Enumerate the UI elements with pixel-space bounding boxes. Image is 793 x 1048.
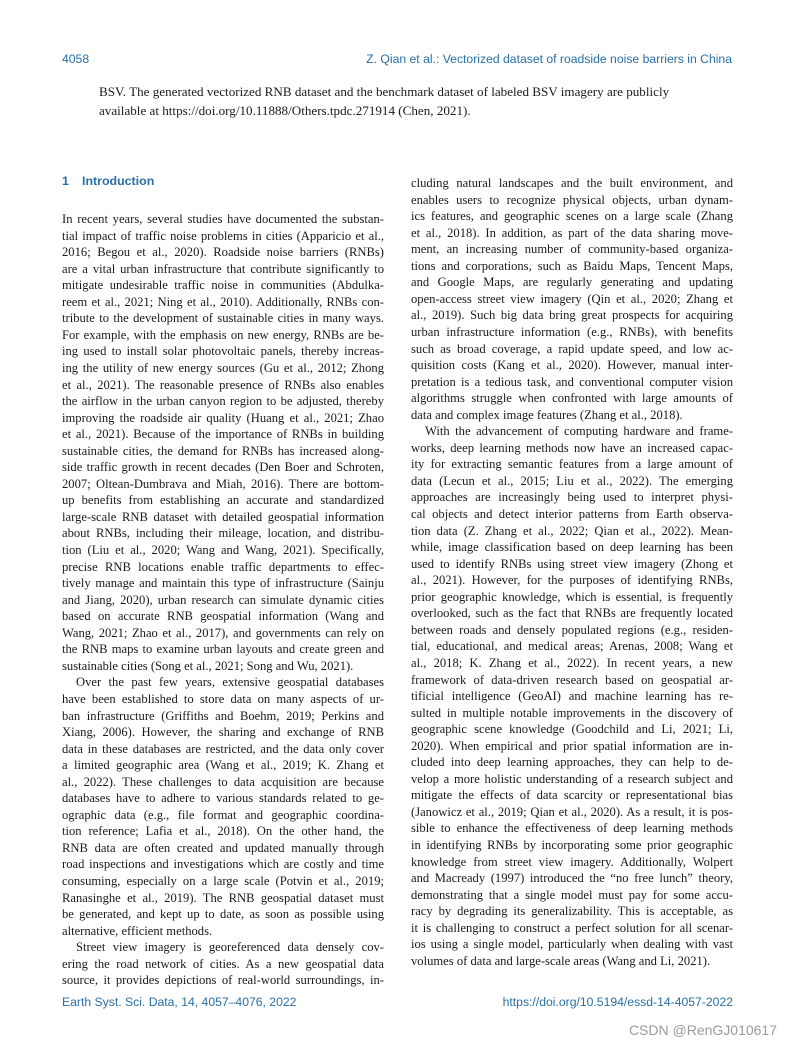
text-line: et al., 2021). Because of the importance of RNBs in building (62, 427, 384, 442)
text-line: tribute to the development of sustainable cities in many ways. (62, 311, 384, 326)
text-line: tion reference; Lafia et al., 2018). On the other hand, the (62, 824, 384, 839)
text-line: For example, with the emphasis on new energy, RNBs are be- (62, 327, 384, 342)
text-line: and Macready (1997) introduced the “no free lunch” theory, (411, 871, 733, 886)
text-line: between roads and densely populated regions (e.g., residen- (411, 622, 733, 637)
text-line: et al., 2021). The reasonable presence of RNBs also enables (62, 377, 384, 392)
text-line: in identifying RNBs by incorporating some prior geographic (411, 838, 733, 852)
text-line: mitigate the effects of data scarcity or representational bias (411, 788, 733, 803)
text-line: ering the road network of cities. As a new geospatial data (62, 956, 384, 971)
text-line: sustainable cities (Song et al., 2021; Song and Wu, 2021). (62, 658, 354, 673)
text-line: precise RNB locations enable traffic departments to effec- (62, 559, 384, 574)
text-line: tial, educational, and medical areas; Arenas, 2008; Wang et (411, 639, 733, 654)
text-line: and Jiang, 2020), urban research can simulate dynamic cities (62, 592, 384, 607)
text-line: 2007; Oltean-Dumbrava and Miah, 2016). There are bottom- (62, 476, 384, 491)
page-number: 4058 (62, 52, 90, 66)
text-line: side traffic growth in recent decades (Den Boer and Schroten, (62, 460, 384, 475)
text-line: cluding natural landscapes and the built environment, and (411, 176, 733, 190)
text-line: while, image classification based on deep learning has been (411, 540, 733, 555)
text-line: works, deep learning methods now have an increased capac- (411, 440, 733, 455)
text-line: prior geographic knowledge, which is essential, is frequently (411, 589, 733, 604)
text-line: based on accurate RNB geospatial information (Wang and (62, 609, 384, 624)
text-line: about RNBs, including their mileage, location, and distribu- (62, 526, 384, 541)
text-line: sulted in multiple notable improvements in the discovery of (411, 705, 733, 720)
running-title: Z. Qian et al.: Vectorized dataset of roadside noise barriers in China (366, 52, 732, 66)
text-line: a limited geographic area (Wang et al., 2019; K. Zhang et (62, 758, 384, 773)
text-line: be generated, and kept up to date, as soon as possible using (62, 907, 384, 922)
text-line: and Google Maps, are regularly generating and updating (411, 275, 733, 290)
text-line: velop a more holistic understanding of a research subject and (411, 771, 733, 786)
abstract-tail (99, 82, 709, 120)
text-line: knowledge from street view imagery. Additionally, Wolpert (411, 854, 733, 869)
text-line: overlooked, such as the fact that RNBs are frequently located (411, 606, 733, 621)
section-number: 1 (62, 174, 69, 188)
text-line: ing the utility of new energy sources (Gu et al., 2012; Zhong (62, 360, 384, 375)
text-line: enables users to recognize physical objects, urban dynam- (411, 192, 733, 207)
text-line: road inspections and investigations which are costly and time (62, 857, 384, 872)
text-line: have been established to store data on many aspects of ur- (62, 691, 384, 706)
text-line: RNB data are often created and updated manually through (62, 840, 384, 855)
text-line: urban infrastructure information (e.g., RNBs), with benefits (411, 324, 733, 339)
text-line: up benefits from establishing an accurate and standardized (62, 493, 384, 508)
text-line: 2016; Begou et al., 2020). Roadside noise barriers (RNBs) (62, 245, 384, 260)
text-line: the airflow in the urban canyon region to be adjusted, thereby (62, 394, 384, 409)
text-line: framework of data-driven research based on geospatial ar- (411, 672, 733, 687)
text-line: the RNB maps to examine urban layouts and create green and (62, 642, 384, 657)
abstract-line: BSV. The generated vectorized RNB dataset and the benchmark dataset of labeled BSV imagery are publicly (99, 84, 670, 99)
text-line: al., 2019). Such big data bring great prospects for acquiring (411, 308, 733, 323)
text-line: ographic data (e.g., file format and geographic coordina- (62, 807, 384, 822)
text-line: ity for extracting semantic features from a large amount of (411, 457, 733, 472)
text-line: consuming, especially on a large scale (Potvin et al., 2019; (62, 874, 384, 888)
text-line: sustainable cities, the demand for RNBs has increased along- (62, 443, 384, 458)
text-line: used to identify RNBs using street view imagery (Zhong et (411, 556, 733, 571)
text-line: data in these databases are restricted, and the data only cover (62, 741, 384, 756)
watermark: CSDN @RenGJ010617 (628, 1022, 777, 1038)
text-line: approaches are increasingly being used to interpret physi- (411, 490, 733, 505)
text-line: volumes of data and large-scale areas (Wang and Li, 2021). (411, 953, 711, 968)
text-line: quisition costs (Kang et al., 2020). However, manual inter- (411, 358, 733, 373)
text-line: Ranasinghe et al., 2019). The RNB geospatial dataset must (62, 890, 384, 905)
text-line: algorithms struggle when confronted with large amounts of (411, 391, 733, 406)
text-line: databases have to adhere to various standards related to ge- (62, 791, 384, 806)
text-line: reem et al., 2021; Ning et al., 2010). Additionally, RNBs con- (62, 294, 384, 309)
text-line: Street view imagery is georeferenced data densely cov- (76, 940, 384, 955)
text-line: al., 2018; K. Zhang et al., 2022). In recent years, a new (411, 655, 733, 670)
text-line: it is challenging to construct a perfect solution for all scenar- (411, 920, 733, 935)
doi-link[interactable]: https://doi.org/10.5194/essd-14-4057-2022 (502, 995, 733, 1009)
text-line: ios using a single model, particularly when dealing with vast (411, 937, 733, 952)
text-line: al., 2022). These challenges to data acquisition are because (62, 774, 384, 789)
text-line: data (Lecun et al., 2015; Liu et al., 2022). The emerging (411, 473, 733, 488)
text-line: tial impact of traffic noise problems in cities (Apparicio et al., (62, 228, 384, 243)
text-line: data and complex image features (Zhang et al., 2018). (411, 407, 683, 422)
text-line: pretation is a tedious task, and conventional computer vision (411, 374, 733, 389)
text-line: mitigate undesirable traffic noise in communities (Abdulka- (62, 278, 384, 293)
text-line: alternative, efficient methods. (62, 923, 213, 938)
journal-reference: Earth Syst. Sci. Data, 14, 4057–4076, 2022 (62, 995, 297, 1009)
text-line: Xiang, 2006). However, the sharing and exchange of RNB (62, 725, 384, 740)
abstract-line: available at https://doi.org/10.11888/Others.tpdc.271914 (Chen, 2021). (99, 103, 471, 118)
text-line: geographic scene knowledge (Goodchild and Li, 2021; Li, (411, 722, 733, 737)
text-line: (Janowicz et al., 2019; Qian et al., 2020). As a result, it is pos- (411, 804, 733, 819)
text-line: 2020). When empirical and prior spatial information are in- (411, 738, 733, 753)
text-line: ics features, and geographic scenes on a large scale (Zhang (411, 209, 733, 224)
text-line: are a vital urban infrastructure that contribute significantly to (62, 261, 384, 276)
text-line: racy by degrading its generalizability. This is acceptable, as (411, 904, 733, 919)
text-line: al., 2021). However, for the purposes of identifying RNBs, (411, 573, 733, 588)
text-line: open-access street view imagery (Qin et al., 2020; Zhang et (411, 291, 733, 306)
text-line: such as broad coverage, a rapid update speed, and low ac- (411, 341, 733, 356)
text-line: tion data (Z. Zhang et al., 2022; Qian et al., 2022). Mean- (411, 523, 733, 538)
text-line: source, it provides depictions of real-world surroundings, in- (62, 973, 384, 988)
text-line: cluded into deep learning approaches, they can help to de- (411, 755, 733, 770)
text-line: et al., 2018). In addition, as part of the data sharing move- (411, 225, 733, 240)
text-line: ment, an increasing number of community-based organiza- (411, 242, 733, 257)
text-line: tion (Liu et al., 2020; Wang and Wang, 2021). Specifically, (62, 543, 384, 557)
text-line: demonstrating that a single model must pay for some accu- (411, 887, 733, 902)
text-line: improving the roadside air quality (Huang et al., 2021; Zhao (62, 410, 384, 425)
section-title: Introduction (82, 174, 155, 188)
text-line: tificial intelligence (GeoAI) and machine learning has re- (411, 689, 733, 704)
text-line: In recent years, several studies have documented the substan- (62, 212, 384, 226)
text-line: tions and corporations, such as Baidu Maps, Tencent Maps, (411, 258, 733, 273)
running-header (62, 52, 732, 68)
text-line: cal objects and detect interior patterns from Earth observa- (411, 507, 733, 521)
text-line: Over the past few years, extensive geospatial databases (76, 675, 384, 690)
text-line: Wang, 2021; Zhao et al., 2017), and governments can rely on (62, 625, 384, 640)
text-line: sible to enhance the effectiveness of deep learning methods (411, 821, 733, 836)
section-heading (62, 174, 154, 188)
text-line: large-scale RNB dataset with detailed geospatial information (62, 509, 384, 524)
text-line: ing used to install solar photovoltaic panels, thereby increas- (62, 344, 384, 359)
text-line: tively manage and maintain this type of infrastructure (Sainju (62, 576, 384, 591)
text-line: With the advancement of computing hardware and frame- (425, 424, 733, 439)
text-line: ban infrastructure (Griffiths and Boehm, 2019; Perkins and (62, 708, 384, 723)
